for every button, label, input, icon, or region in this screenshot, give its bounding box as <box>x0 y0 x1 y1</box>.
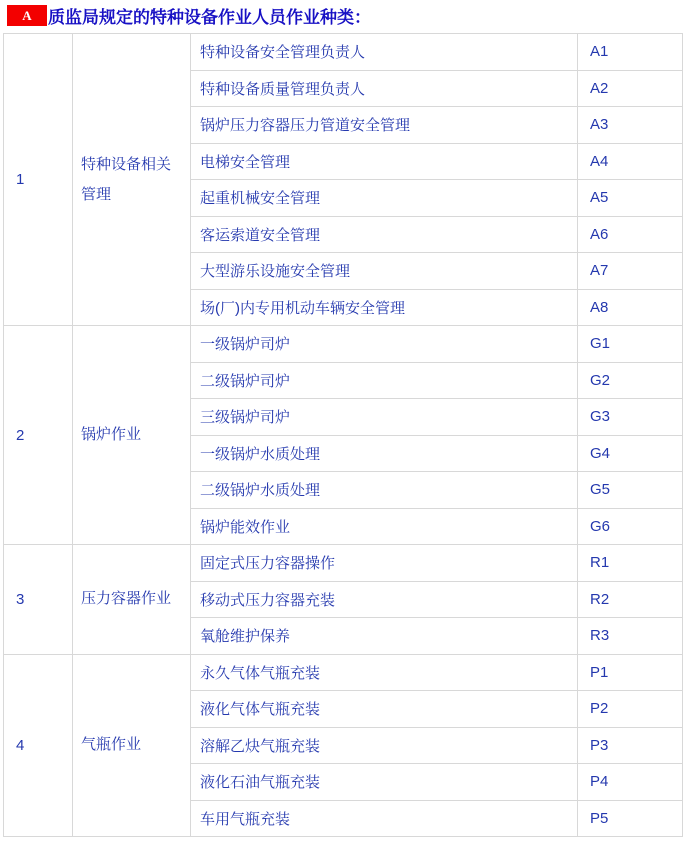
group-category-cell: 气瓶作业 <box>73 654 191 837</box>
job-code-cell: G4 <box>578 435 683 472</box>
job-code-cell: A6 <box>578 216 683 253</box>
job-name-cell: 二级锅炉水质处理 <box>191 472 578 509</box>
job-name-cell: 特种设备安全管理负责人 <box>191 34 578 71</box>
job-name-cell: 大型游乐设施安全管理 <box>191 253 578 290</box>
group-number-cell: 1 <box>4 34 73 326</box>
job-name-cell: 起重机械安全管理 <box>191 180 578 217</box>
page-header <box>0 0 689 33</box>
job-code-cell: P5 <box>578 800 683 837</box>
job-code-cell: P2 <box>578 691 683 728</box>
job-code-cell: A7 <box>578 253 683 290</box>
job-code-cell: R2 <box>578 581 683 618</box>
job-name-cell: 三级锅炉司炉 <box>191 399 578 436</box>
group-category-cell: 锅炉作业 <box>73 326 191 545</box>
job-name-cell: 一级锅炉水质处理 <box>191 435 578 472</box>
group-number-cell: 2 <box>4 326 73 545</box>
table-row <box>4 326 683 363</box>
job-code-cell: G2 <box>578 362 683 399</box>
job-name-cell: 锅炉压力容器压力管道安全管理 <box>191 107 578 144</box>
job-code-cell: P3 <box>578 727 683 764</box>
job-name-cell: 氧舱维护保养 <box>191 618 578 655</box>
group-number-cell: 3 <box>4 545 73 655</box>
marker-badge: A <box>7 5 47 26</box>
job-code-cell: R3 <box>578 618 683 655</box>
job-name-cell: 二级锅炉司炉 <box>191 362 578 399</box>
table-row <box>4 654 683 691</box>
job-code-cell: G1 <box>578 326 683 363</box>
job-name-cell: 车用气瓶充装 <box>191 800 578 837</box>
page-title: 质监局规定的特种设备作业人员作业种类： <box>48 8 371 27</box>
job-code-cell: A8 <box>578 289 683 326</box>
job-name-cell: 液化气体气瓶充装 <box>191 691 578 728</box>
table-row <box>4 34 683 71</box>
group-category-cell: 压力容器作业 <box>73 545 191 655</box>
job-code-cell: G5 <box>578 472 683 509</box>
job-name-cell: 电梯安全管理 <box>191 143 578 180</box>
job-code-cell: A5 <box>578 180 683 217</box>
job-name-cell: 永久气体气瓶充装 <box>191 654 578 691</box>
job-code-cell: P4 <box>578 764 683 801</box>
group-category-cell: 特种设备相关管理 <box>73 34 191 326</box>
job-name-cell: 液化石油气瓶充装 <box>191 764 578 801</box>
job-name-cell: 移动式压力容器充装 <box>191 581 578 618</box>
job-code-cell: P1 <box>578 654 683 691</box>
job-name-cell: 客运索道安全管理 <box>191 216 578 253</box>
job-code-cell: G3 <box>578 399 683 436</box>
jobs-table-body <box>4 34 683 837</box>
group-number-cell: 4 <box>4 654 73 837</box>
job-code-cell: A1 <box>578 34 683 71</box>
job-code-cell: G6 <box>578 508 683 545</box>
job-name-cell: 一级锅炉司炉 <box>191 326 578 363</box>
job-code-cell: A2 <box>578 70 683 107</box>
job-name-cell: 特种设备质量管理负责人 <box>191 70 578 107</box>
job-code-cell: A3 <box>578 107 683 144</box>
job-name-cell: 溶解乙炔气瓶充装 <box>191 727 578 764</box>
job-name-cell: 固定式压力容器操作 <box>191 545 578 582</box>
jobs-table <box>3 33 683 837</box>
job-code-cell: A4 <box>578 143 683 180</box>
table-row <box>4 545 683 582</box>
job-code-cell: R1 <box>578 545 683 582</box>
job-name-cell: 锅炉能效作业 <box>191 508 578 545</box>
job-name-cell: 场(厂)内专用机动车辆安全管理 <box>191 289 578 326</box>
